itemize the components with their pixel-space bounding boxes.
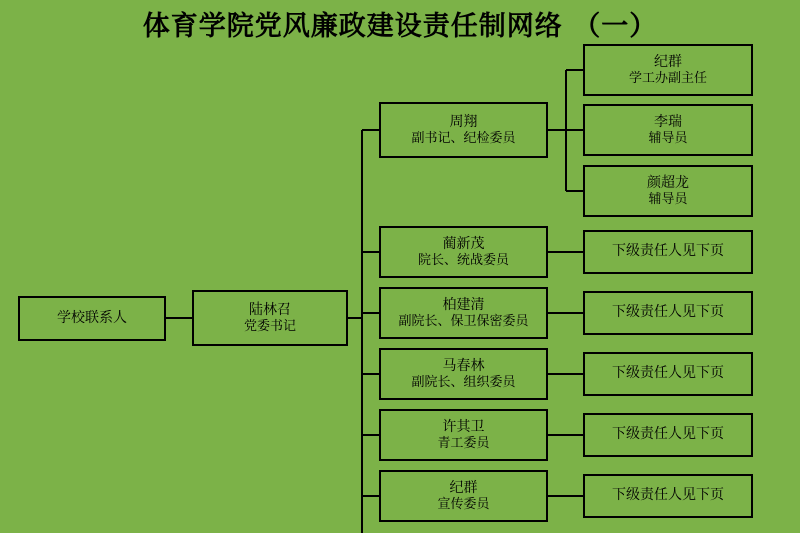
node-branch2-line1: 蔺新茂 — [442, 235, 485, 252]
node-branch1-child2-line1: 李瑞 — [654, 113, 682, 130]
node-branch1-child3-line1: 颜超龙 — [647, 174, 689, 191]
node-branch4-child-line1: 下级责任人见下页 — [612, 365, 724, 382]
node-branch1-line1: 周翔 — [449, 113, 478, 130]
node-branch1-child3[interactable] — [583, 165, 753, 217]
node-secretary-line1: 陆林召 — [249, 301, 291, 318]
page-title: 体育学院党风廉政建设责任制网络 （一） — [142, 11, 658, 42]
node-branch2-child-line1: 下级责任人见下页 — [612, 243, 724, 260]
node-branch4-line2: 副院长、组织委员 — [411, 374, 516, 390]
node-branch2-child[interactable] — [583, 230, 753, 274]
node-branch3-child[interactable] — [583, 291, 753, 335]
node-branch3-line2: 副院长、保卫保密委员 — [398, 313, 529, 329]
node-branch1-line2: 副书记、纪检委员 — [411, 130, 516, 146]
node-branch4-line1: 马春林 — [442, 357, 485, 374]
node-branch6-child-line1: 下级责任人见下页 — [612, 487, 724, 504]
node-branch5-line1: 许其卫 — [442, 418, 485, 435]
node-secretary-line2: 党委书记 — [243, 318, 296, 334]
node-branch6-child[interactable] — [583, 474, 753, 518]
node-branch2[interactable] — [379, 226, 548, 278]
node-secretary[interactable] — [192, 290, 348, 346]
node-branch4-child[interactable] — [583, 352, 753, 396]
node-branch3[interactable] — [379, 287, 548, 339]
node-school-contact[interactable] — [18, 296, 166, 341]
node-branch1-child1-line1: 纪群 — [654, 53, 682, 70]
node-branch3-line1: 柏建清 — [442, 296, 485, 313]
node-school-contact-line1: 学校联系人 — [57, 309, 127, 326]
node-branch5-line2: 青工委员 — [437, 435, 490, 451]
node-branch5-child-line1: 下级责任人见下页 — [612, 426, 724, 443]
node-branch5-child[interactable] — [583, 413, 753, 457]
node-branch5[interactable] — [379, 409, 548, 461]
node-branch6-line2: 宣传委员 — [437, 496, 490, 512]
node-branch1-child1-line2: 学工办副主任 — [628, 70, 707, 86]
node-branch4[interactable] — [379, 348, 548, 400]
node-branch1-child1[interactable] — [583, 44, 753, 96]
node-branch3-child-line1: 下级责任人见下页 — [612, 304, 724, 321]
node-branch6[interactable] — [379, 470, 548, 522]
node-branch1-child3-line2: 辅导员 — [648, 191, 688, 207]
node-branch1-child2[interactable] — [583, 104, 753, 156]
node-branch6-line1: 纪群 — [449, 479, 478, 496]
node-branch2-line2: 院长、统战委员 — [417, 252, 509, 268]
node-branch1-child2-line2: 辅导员 — [648, 130, 688, 146]
node-branch1[interactable] — [379, 102, 548, 158]
